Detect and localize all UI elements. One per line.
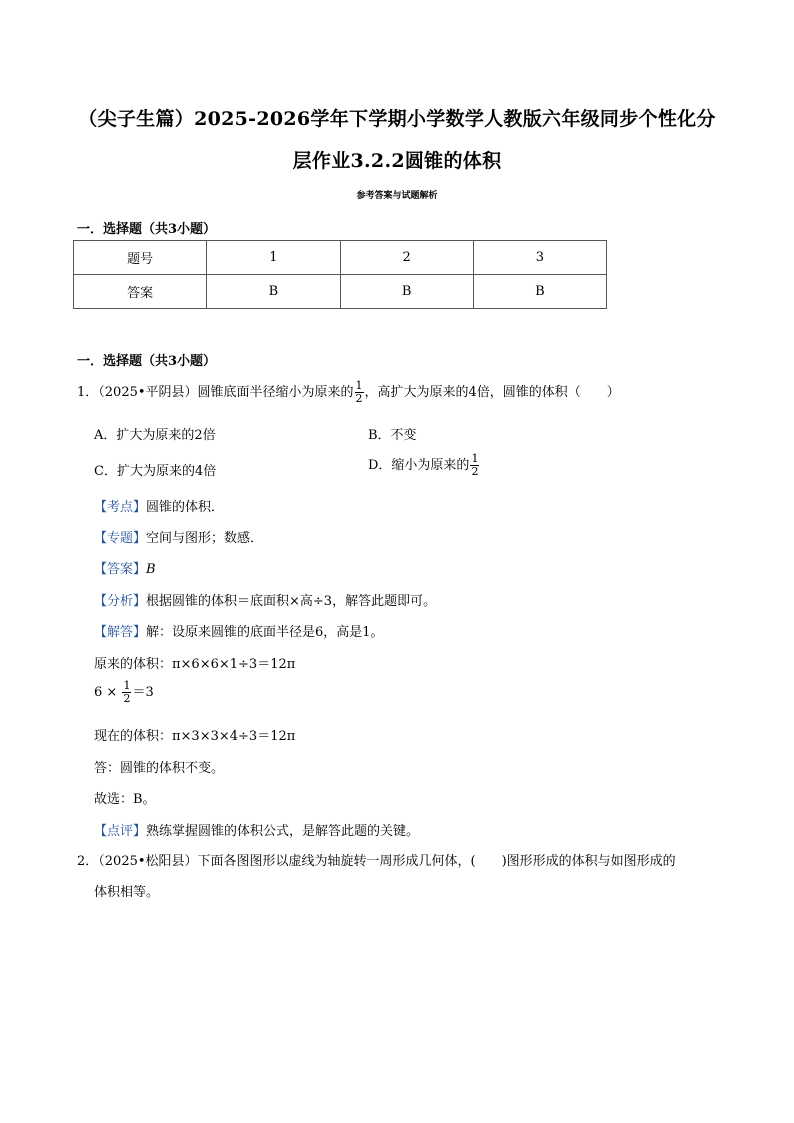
answer-table-cell: B xyxy=(340,275,473,309)
question-2-stem-line2: 体积相等。 xyxy=(94,885,160,900)
calc-original-volume: 原来的体积：π×6×6×1÷3＝12π xyxy=(94,657,296,672)
section-heading-solutions: 一．选择题（共3小题） xyxy=(77,354,217,369)
fraction-denominator: 2 xyxy=(355,392,363,405)
question-1-stem-suffix: ，高扩大为原来的4倍，圆锥的体积（ ） xyxy=(364,385,620,400)
section-heading-answers: 一．选择题（共3小题） xyxy=(77,222,217,237)
zhuanti-tag: 【专题】 xyxy=(94,531,147,546)
fraction xyxy=(355,380,364,405)
document-subtitle: 参考答案与试题解析 xyxy=(356,191,438,201)
option-c: C．扩大为原来的4倍 xyxy=(94,464,217,479)
option-a: A．扩大为原来的2倍 xyxy=(94,428,216,443)
dianping-text: 熟练掌握圆锥的体积公式，是解答此题的关键。 xyxy=(146,824,420,839)
calc-radius-suffix: ＝3 xyxy=(132,685,154,700)
option-d-prefix: D．缩小为原来的 xyxy=(368,458,470,473)
dianping-tag: 【点评】 xyxy=(94,824,147,839)
calc-radius xyxy=(94,680,154,705)
fraction xyxy=(470,453,479,478)
question-1-stem xyxy=(77,380,620,405)
fenxi-line xyxy=(94,590,436,609)
calc-radius-prefix: 6 × xyxy=(94,685,118,700)
document-title-line2: 层作业3.2.2圆锥的体积 xyxy=(292,150,502,172)
fraction xyxy=(122,680,131,705)
fraction-denominator: 2 xyxy=(471,465,479,478)
answer-table-row-answers xyxy=(74,275,607,309)
option-d xyxy=(368,453,480,478)
answer-table-row-numbers xyxy=(74,241,607,275)
fenxi-tag: 【分析】 xyxy=(94,594,147,609)
answer-table-cell: B xyxy=(473,275,606,309)
answer-table-cell: B xyxy=(207,275,340,309)
answer-table-cell: 1 xyxy=(207,241,340,275)
fenxi-text: 根据圆锥的体积＝底面积×高÷3，解答此题即可。 xyxy=(146,594,437,609)
choose-line: 故选：B。 xyxy=(94,792,156,807)
daan-line xyxy=(94,558,156,577)
kaodian-tag: 【考点】 xyxy=(94,500,147,515)
question-1-stem-prefix: 1．（2025•平阴县）圆锥底面半径缩小为原来的 xyxy=(77,385,354,400)
answer-table xyxy=(73,240,607,309)
jieda-line xyxy=(94,621,384,640)
fraction-numerator: 1 xyxy=(123,679,131,692)
answer-table-cell: 2 xyxy=(340,241,473,275)
answer-table-cell: 3 xyxy=(473,241,606,275)
kaodian-text: 圆锥的体积． xyxy=(146,500,225,515)
calc-new-volume: 现在的体积：π×3×3×4÷3＝12π xyxy=(94,729,296,744)
question-2-stem-line1: 2．（2025•松阳县）下面各图图形以虚线为轴旋转一周形成几何体，( )图形形成的体积与如图形成的 xyxy=(77,854,676,869)
jieda-text: 解：设原来圆锥的底面半径是6，高是1。 xyxy=(146,625,384,640)
daan-tag: 【答案】 xyxy=(94,562,147,577)
fraction-numerator: 1 xyxy=(355,379,363,392)
fraction-denominator: 2 xyxy=(123,692,131,705)
answer-table-header-number: 题号 xyxy=(74,241,207,275)
option-b: B．不变 xyxy=(368,428,417,443)
jieda-tag: 【解答】 xyxy=(94,625,147,640)
reply-line: 答：圆锥的体积不变。 xyxy=(94,761,225,776)
zhuanti-text: 空间与图形；数感． xyxy=(146,531,264,546)
fraction-numerator: 1 xyxy=(471,452,479,465)
zhuanti-line xyxy=(94,527,263,546)
document-title-line1: （尖子生篇）2025-2026学年下学期小学数学人教版六年级同步个性化分 xyxy=(78,108,716,130)
answer-table-header-answer: 答案 xyxy=(74,275,207,309)
kaodian-line xyxy=(94,496,224,515)
daan-text: B xyxy=(146,562,156,577)
dianping-line xyxy=(94,820,419,839)
